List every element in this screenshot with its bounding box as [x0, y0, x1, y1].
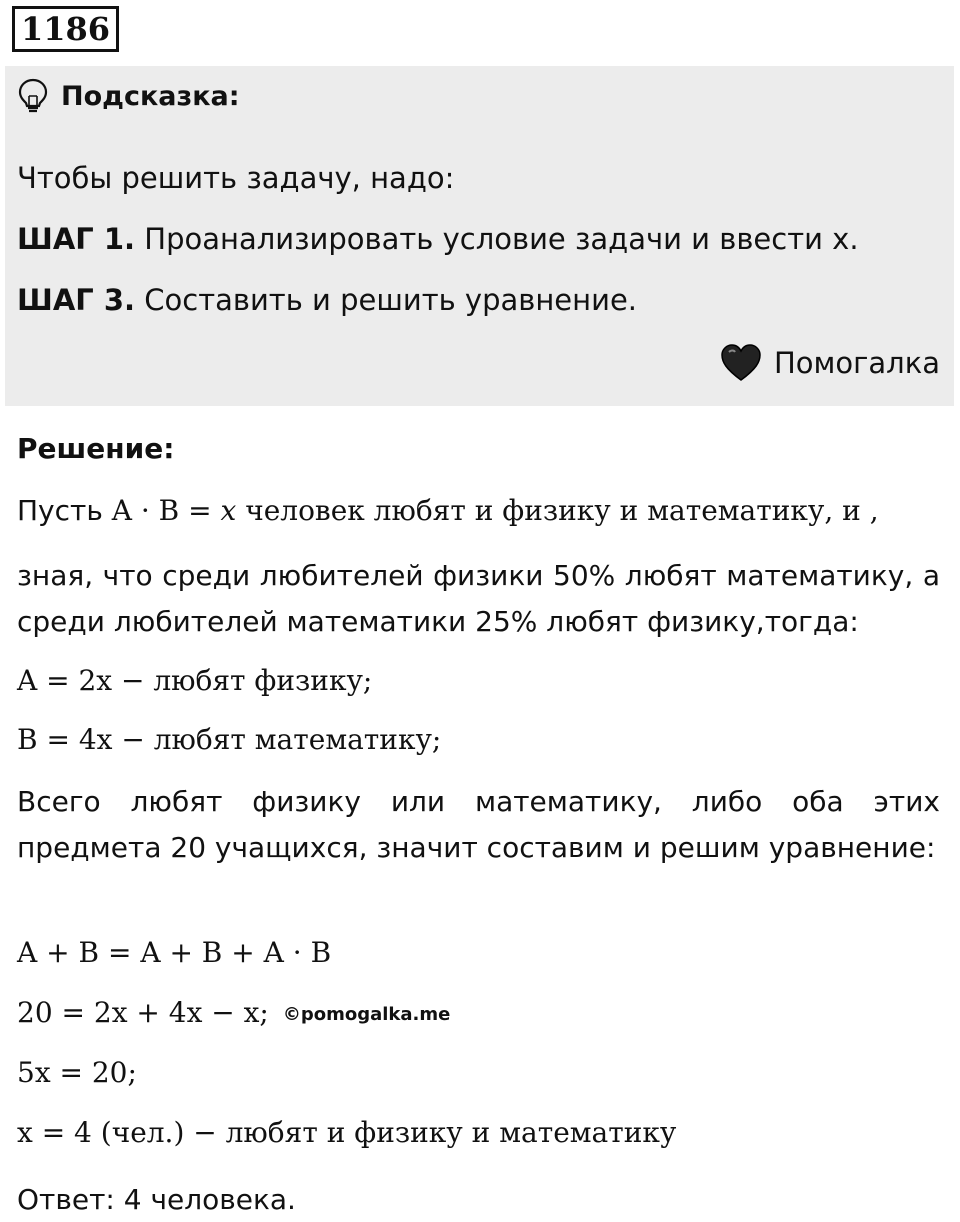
hint-box — [5, 66, 954, 406]
equation-b: B = 4x − любят математику; — [17, 723, 442, 756]
heart-icon — [720, 344, 762, 382]
problem-number: 1186 — [12, 6, 119, 52]
watermark: ©pomogalka.me — [282, 1004, 451, 1025]
equation-3: 5x = 20; — [17, 1056, 137, 1089]
hint-title: Подсказка: — [61, 80, 240, 112]
equation-2-line — [17, 996, 450, 1029]
equation-a: A = 2x − любят физику; — [17, 664, 373, 697]
solution-paragraph-1: зная, что среди любителей физики 50% любят математику, а среди любителей математики 25% любят физику,тогда: — [17, 559, 940, 638]
let-prefix: Пусть — [17, 494, 112, 527]
step-text: Проанализировать условие задачи и ввести x. — [135, 222, 859, 256]
brand — [720, 344, 940, 382]
solution-let-line — [17, 494, 879, 527]
lightbulb-icon — [17, 78, 49, 114]
solution-title: Решение: — [17, 432, 175, 465]
step-text: Составить и решить уравнение. — [135, 283, 638, 317]
hint-step-1 — [17, 222, 859, 256]
brand-name: Помогалка — [774, 346, 940, 380]
let-suffix: человек любят и физику и математику, и , — [236, 494, 879, 527]
let-variable: x — [220, 494, 237, 527]
step-label: ШАГ 1. — [17, 222, 136, 256]
let-math: A · B = — [111, 494, 221, 527]
answer: Ответ: 4 человека. — [17, 1183, 296, 1216]
hint-intro: Чтобы решить задачу, надо: — [17, 161, 455, 195]
hint-header — [17, 78, 240, 114]
step-label: ШАГ 3. — [17, 283, 136, 317]
equation-2: 20 = 2x + 4x − x; — [17, 996, 269, 1029]
hint-step-2 — [17, 283, 637, 317]
equation-4: x = 4 (чел.) − любят и физику и математику — [17, 1116, 677, 1149]
equation-1: A + B = A + B + A · B — [17, 936, 332, 969]
solution-paragraph-2: Всего любят физику или математику, либо оба этих предмета 20 учащихся, значит составим и решим уравнение: — [17, 785, 940, 864]
